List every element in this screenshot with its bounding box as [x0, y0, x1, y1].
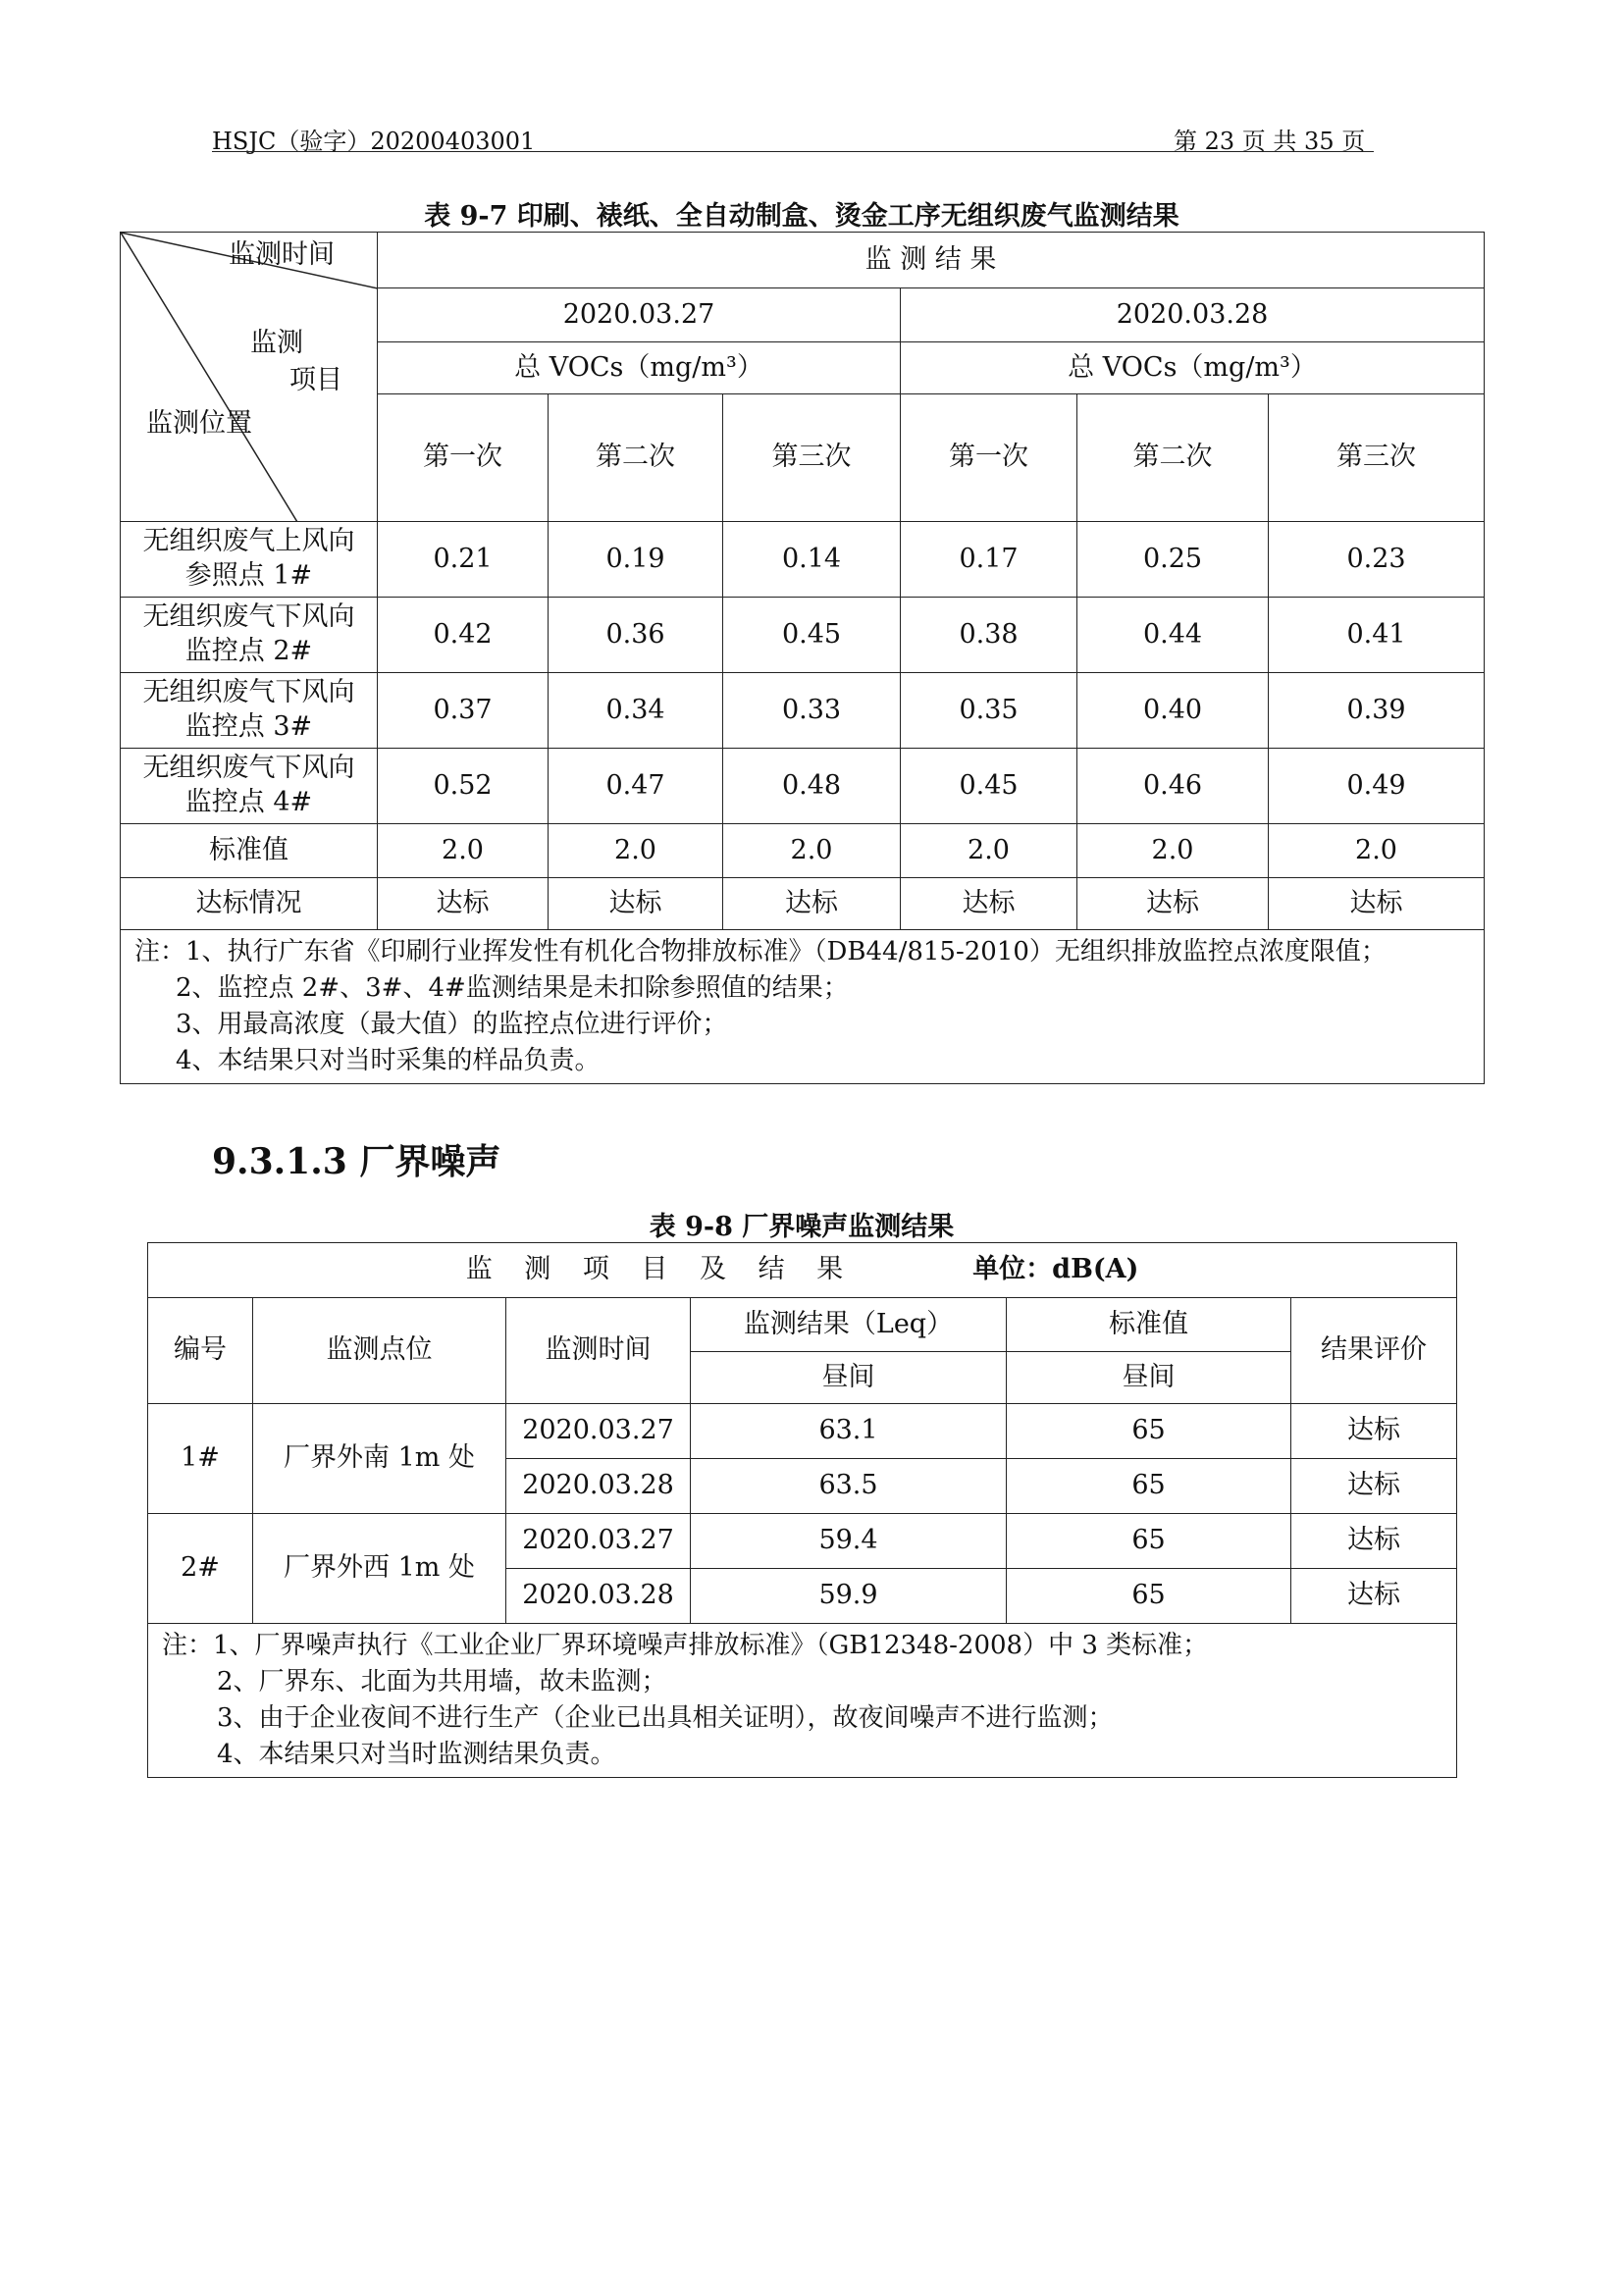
round-header: 第二次: [1077, 394, 1269, 522]
compliance-value: 达标: [723, 878, 901, 930]
compliance-value: 达标: [1077, 878, 1269, 930]
note-line: 2、厂界东、北面为共用墙，故未监测；: [217, 1666, 667, 1696]
table-row: [121, 749, 1485, 824]
compliance-value: 达标: [549, 878, 723, 930]
table-row: [121, 522, 1485, 598]
value-cell: 0.34: [549, 673, 723, 749]
table-row: [121, 598, 1485, 673]
monitor-date: 2020.03.27: [506, 1404, 691, 1459]
note-line: 3、由于企业夜间不进行生产（企业已出具相关证明），故夜间噪声不进行监测；: [217, 1702, 1114, 1733]
evaluation-value: 达标: [1291, 1459, 1457, 1514]
value-cell: 0.47: [549, 749, 723, 824]
point-no: 1#: [148, 1404, 253, 1514]
header-daytime: 昼间: [1007, 1352, 1291, 1404]
value-cell: 0.40: [1077, 673, 1269, 749]
table-9-8-caption: 表 9-8 厂界噪声监测结果: [649, 1212, 955, 1242]
row-label-line: 无组织废气上风向: [142, 526, 355, 557]
header-standard: 标准值: [1007, 1298, 1291, 1352]
report-number: HSJC（验字）20200403001: [212, 128, 536, 155]
value-cell: 0.42: [378, 598, 549, 673]
row-label-line: 监控点 4#: [184, 787, 313, 817]
evaluation-value: 达标: [1291, 1514, 1457, 1569]
table-top-header: [148, 1243, 1457, 1298]
monitor-date: 2020.03.27: [506, 1514, 691, 1569]
standard-value: 65: [1007, 1514, 1291, 1569]
value-cell: 0.36: [549, 598, 723, 673]
corner-label-time: 监测时间: [229, 239, 335, 270]
row-label-line: 无组织废气下风向: [142, 677, 355, 708]
value-cell: 0.45: [723, 598, 901, 673]
point-no: 2#: [148, 1514, 253, 1624]
evaluation-value: 达标: [1291, 1569, 1457, 1624]
round-header: 第三次: [723, 394, 901, 522]
header-result: 监测结果（Leq）: [691, 1298, 1007, 1352]
table-9-8-notes: [148, 1624, 1457, 1778]
monitor-date: 2020.03.28: [506, 1459, 691, 1514]
row-label: [121, 522, 378, 598]
compliance-value: 达标: [901, 878, 1077, 930]
note-line: 注：1、厂界噪声执行《工业企业厂界环境噪声排放标准》（GB12348-2008）中 3 类标准；: [162, 1631, 1209, 1660]
table-row: [148, 1514, 1457, 1569]
note-line: 注：1、执行广东省《印刷行业挥发性有机化合物排放标准》（DB44/815-2010）无组织排放监控点浓度限值；: [134, 937, 1387, 966]
compliance-row: [121, 878, 1485, 930]
table-9-7-caption: 表 9-7 印刷、裱纸、全自动制盒、烫金工序无组织废气监测结果: [424, 201, 1179, 232]
note-line: 4、本结果只对当时采集的样品负责。: [176, 1045, 601, 1075]
value-cell: 0.41: [1269, 598, 1485, 673]
value-cell: 0.46: [1077, 749, 1269, 824]
standard-value: 2.0: [723, 824, 901, 878]
header-no: 编号: [148, 1298, 253, 1404]
compliance-value: 达标: [1269, 878, 1485, 930]
point-location: 厂界外南 1m 处: [253, 1404, 506, 1514]
value-cell: 0.17: [901, 522, 1077, 598]
leq-value: 63.1: [691, 1404, 1007, 1459]
date-header: 2020.03.28: [901, 288, 1485, 342]
value-cell: 0.38: [901, 598, 1077, 673]
row-label-line: 监控点 3#: [184, 711, 313, 742]
compliance-value: 达标: [378, 878, 549, 930]
value-cell: 0.45: [901, 749, 1077, 824]
row-label-line: 无组织废气下风向: [142, 753, 355, 784]
value-cell: 0.23: [1269, 522, 1485, 598]
standard-value: 2.0: [1269, 824, 1485, 878]
round-header: 第三次: [1269, 394, 1485, 522]
parameter-header: 总 VOCs（mg/m³）: [378, 342, 901, 394]
row-label: [121, 749, 378, 824]
compliance-label: 达标情况: [121, 878, 378, 930]
leq-value: 59.4: [691, 1514, 1007, 1569]
value-cell: 0.21: [378, 522, 549, 598]
standard-value: 2.0: [901, 824, 1077, 878]
round-header: 第二次: [549, 394, 723, 522]
value-cell: 0.52: [378, 749, 549, 824]
value-cell: 0.35: [901, 673, 1077, 749]
value-cell: 0.19: [549, 522, 723, 598]
page-info: 第 23 页 共 35 页: [1174, 128, 1366, 155]
date-header: 2020.03.27: [378, 288, 901, 342]
row-label-line: 无组织废气下风向: [142, 601, 355, 633]
table-9-7: [120, 232, 1485, 1084]
round-header: 第一次: [378, 394, 549, 522]
header-evaluation: 结果评价: [1291, 1298, 1457, 1404]
table-9-8: [147, 1242, 1457, 1778]
corner-label-item-a: 监测: [250, 328, 303, 358]
value-cell: 0.39: [1269, 673, 1485, 749]
value-cell: 0.48: [723, 749, 901, 824]
value-cell: 0.37: [378, 673, 549, 749]
value-cell: 0.25: [1077, 522, 1269, 598]
value-cell: 0.33: [723, 673, 901, 749]
table-corner-cell: [121, 233, 378, 522]
corner-label-position: 监测位置: [146, 408, 252, 439]
standard-value: 65: [1007, 1404, 1291, 1459]
leq-value: 59.9: [691, 1569, 1007, 1624]
parameter-header: 总 VOCs（mg/m³）: [901, 342, 1485, 394]
standard-value: 65: [1007, 1459, 1291, 1514]
evaluation-value: 达标: [1291, 1404, 1457, 1459]
top-header-label: 监 测 项 目 及 结 果: [465, 1254, 856, 1285]
round-header: 第一次: [901, 394, 1077, 522]
header-divider: [212, 151, 1374, 152]
table-row: [148, 1404, 1457, 1459]
row-label: [121, 598, 378, 673]
standard-value: 2.0: [1077, 824, 1269, 878]
section-heading: 9.3.1.3 厂界噪声: [212, 1141, 501, 1182]
standard-row: [121, 824, 1485, 878]
header-location: 监测点位: [253, 1298, 506, 1404]
value-cell: 0.49: [1269, 749, 1485, 824]
row-label: [121, 673, 378, 749]
standard-value: 2.0: [378, 824, 549, 878]
unit-label: 单位：dB(A): [972, 1254, 1139, 1285]
note-line: 2、监控点 2#、3#、4#监测结果是未扣除参照值的结果；: [176, 972, 849, 1003]
row-label-line: 参照点 1#: [184, 560, 313, 591]
value-cell: 0.14: [723, 522, 901, 598]
leq-value: 63.5: [691, 1459, 1007, 1514]
monitor-date: 2020.03.28: [506, 1569, 691, 1624]
header-time: 监测时间: [506, 1298, 691, 1404]
note-line: 4、本结果只对当时监测结果负责。: [217, 1739, 616, 1769]
table-row: [121, 673, 1485, 749]
value-cell: 0.44: [1077, 598, 1269, 673]
standard-label: 标准值: [121, 824, 378, 878]
corner-label-item-b: 项目: [289, 365, 342, 395]
point-location: 厂界外西 1m 处: [253, 1514, 506, 1624]
header-daytime: 昼间: [691, 1352, 1007, 1404]
standard-value: 2.0: [549, 824, 723, 878]
table-9-7-notes: [121, 930, 1485, 1084]
row-label-line: 监控点 2#: [184, 636, 313, 666]
standard-value: 65: [1007, 1569, 1291, 1624]
result-header: 监 测 结 果: [378, 233, 1485, 288]
note-line: 3、用最高浓度（最大值）的监控点位进行评价；: [176, 1009, 728, 1039]
